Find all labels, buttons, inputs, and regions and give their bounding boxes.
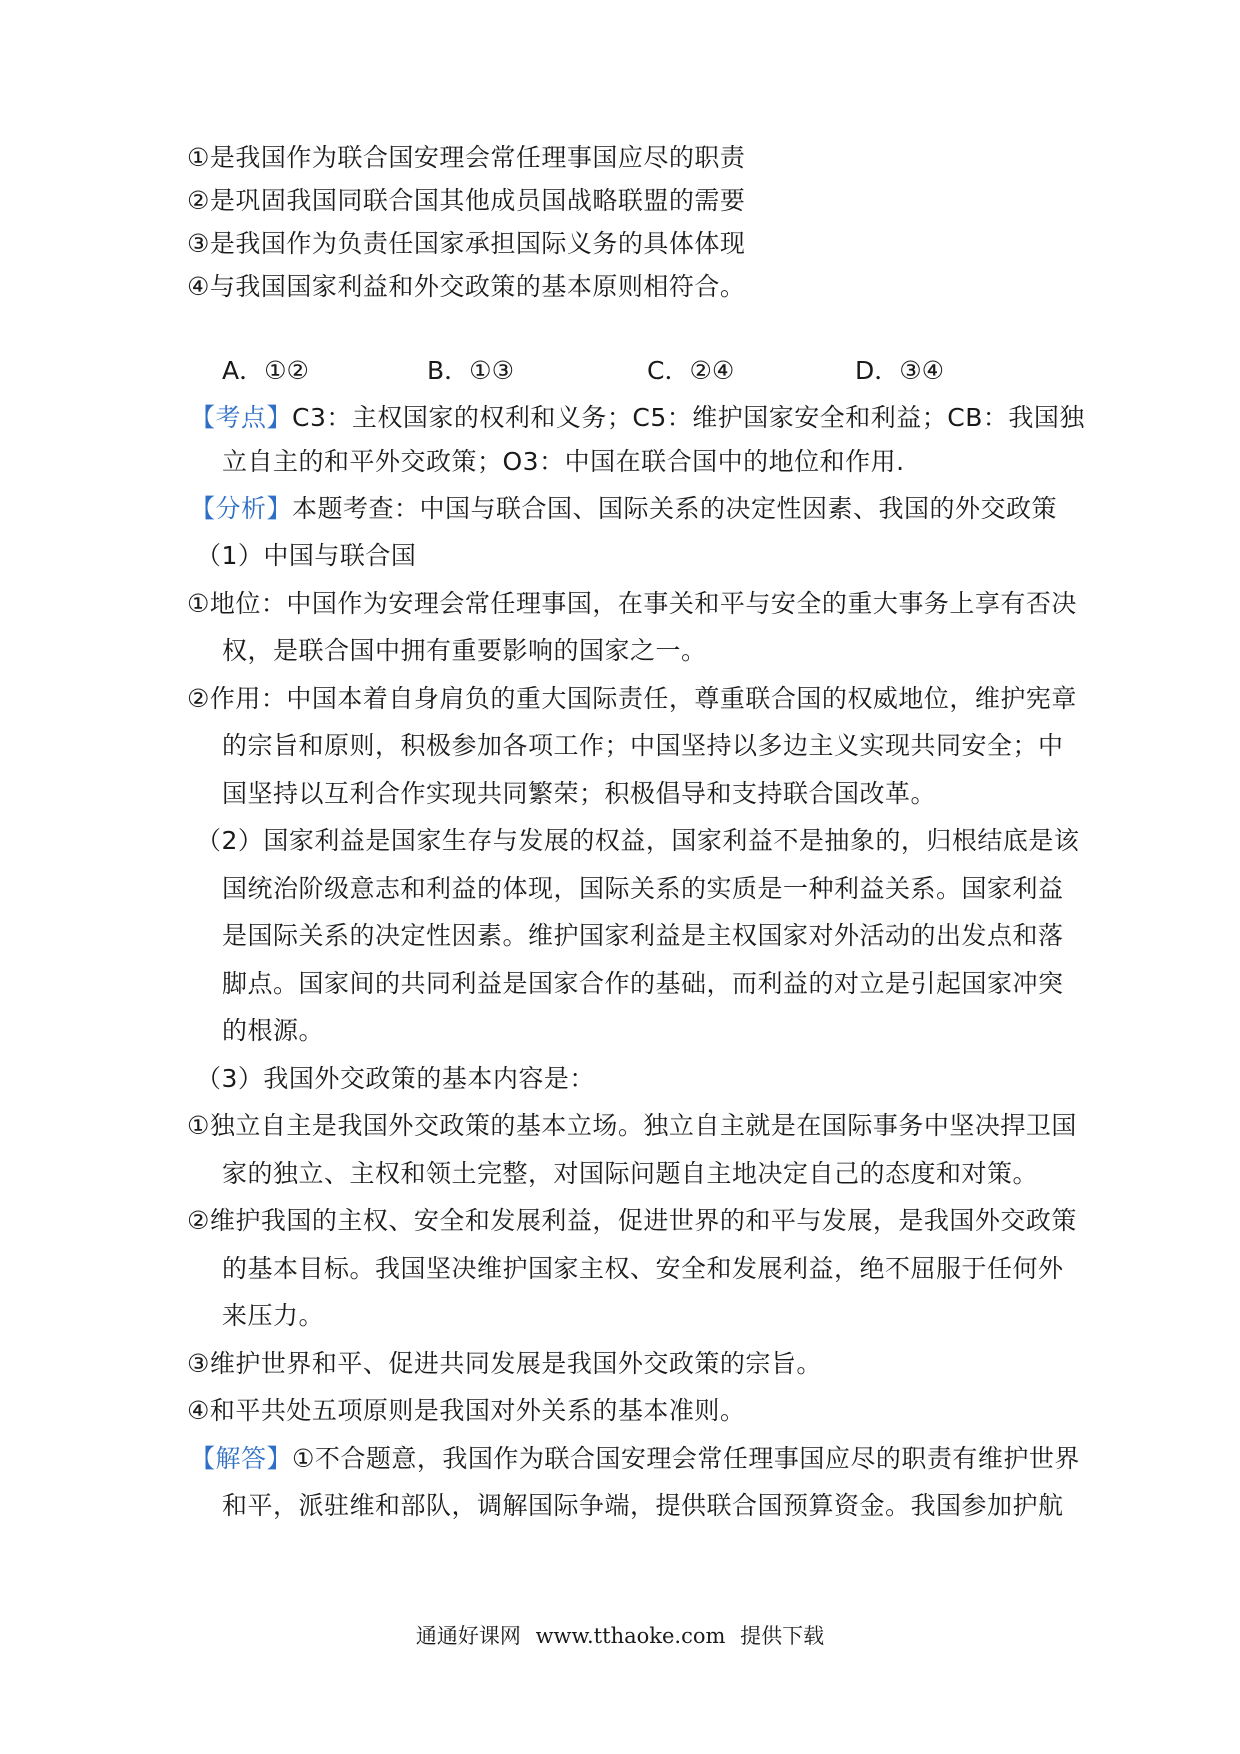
option-2: ②是巩固我国同联合国其他成员国战略联盟的需要 xyxy=(187,186,746,215)
section-1-title: （1）中国与联合国 xyxy=(196,541,417,570)
choice-c: C．②④ xyxy=(647,356,735,385)
s1-p1-line-1: ①地位：中国作为安理会常任理事国，在事关和平与安全的重大事务上享有否决 xyxy=(187,589,1077,618)
s3-p1-line-2: 家的独立、主权和领土完整，对国际问题自主地决定自己的态度和对策。 xyxy=(222,1159,1039,1188)
option-4: ④与我国国家利益和外交政策的基本原则相符合。 xyxy=(187,272,746,301)
choice-a: A．①② xyxy=(222,356,309,385)
choice-b: B．①③ xyxy=(427,356,514,385)
page-footer xyxy=(0,1623,1240,1649)
s2-line-3: 是国际关系的决定性因素。维护国家利益是主权国家对外活动的出发点和落 xyxy=(222,921,1064,950)
s2-line-2: 国统治阶级意志和利益的体现，国际关系的实质是一种利益关系。国家利益 xyxy=(222,874,1064,903)
kaodian-text-1: C3：主权国家的权利和义务；C5：维护国家安全和利益；CB：我国独 xyxy=(292,403,1085,432)
s3-p2-line-2: 的基本目标。我国坚决维护国家主权、安全和发展利益，绝不屈服于任何外 xyxy=(222,1254,1064,1283)
option-3: ③是我国作为负责任国家承担国际义务的具体体现 xyxy=(187,229,746,258)
s1-p2-line-2: 的宗旨和原则，积极参加各项工作；中国坚持以多边主义实现共同安全；中 xyxy=(222,731,1064,760)
kaodian-tag: 【考点】 xyxy=(190,403,293,432)
s3-p1-line-1: ①独立自主是我国外交政策的基本立场。独立自主就是在国际事务中坚决捍卫国 xyxy=(187,1111,1077,1140)
s3-p3: ③维护世界和平、促进共同发展是我国外交政策的宗旨。 xyxy=(187,1349,822,1378)
jieda-line-2: 和平，派驻维和部队，调解国际争端，提供联合国预算资金。我国参加护航 xyxy=(222,1491,1064,1520)
s3-p2-line-1: ②维护我国的主权、安全和发展利益，促进世界的和平与发展，是我国外交政策 xyxy=(187,1206,1077,1235)
s2-line-4: 脚点。国家间的共同利益是国家合作的基础，而利益的对立是引起国家冲突 xyxy=(222,969,1064,998)
jieda-line-1 xyxy=(190,1444,1080,1474)
s1-p2-line-3: 国坚持以互利合作实现共同繁荣；积极倡导和支持联合国改革。 xyxy=(222,779,937,808)
jieda-text-1: ①不合题意，我国作为联合国安理会常任理事国应尽的职责有维护世界 xyxy=(292,1444,1080,1473)
kaodian-line-2: 立自主的和平外交政策；O3：中国在联合国中的地位和作用. xyxy=(222,447,905,476)
s3-p4: ④和平共处五项原则是我国对外关系的基本准则。 xyxy=(187,1396,746,1425)
fenxi-intro: 本题考查：中国与联合国、国际关系的决定性因素、我国的外交政策 xyxy=(292,494,1058,523)
fenxi-line-1 xyxy=(190,494,1057,524)
kaodian-line-1 xyxy=(190,403,1085,433)
footer-site-name: 通通好课网 xyxy=(415,1624,521,1648)
s2-line-1: （2）国家利益是国家生存与发展的权益，国家利益不是抽象的，归根结底是该 xyxy=(196,826,1080,855)
s1-p2-line-1: ②作用：中国本着自身肩负的重大国际责任，尊重联合国的权威地位，维护宪章 xyxy=(187,684,1077,713)
s1-p1-line-2: 权，是联合国中拥有重要影响的国家之一。 xyxy=(222,636,707,665)
option-1: ①是我国作为联合国安理会常任理事国应尽的职责 xyxy=(187,143,746,172)
s2-line-5: 的根源。 xyxy=(222,1016,325,1045)
fenxi-tag: 【分析】 xyxy=(190,494,293,523)
footer-suffix: 提供下载 xyxy=(740,1624,825,1648)
answer-choices xyxy=(0,356,1240,392)
jieda-tag: 【解答】 xyxy=(190,1444,293,1473)
choice-d: D．③④ xyxy=(855,356,945,385)
section-3-title: （3）我国外交政策的基本内容是： xyxy=(196,1064,595,1093)
footer-url[interactable]: www.tthaoke.com xyxy=(535,1624,726,1648)
s3-p2-line-3: 来压力。 xyxy=(222,1301,325,1330)
